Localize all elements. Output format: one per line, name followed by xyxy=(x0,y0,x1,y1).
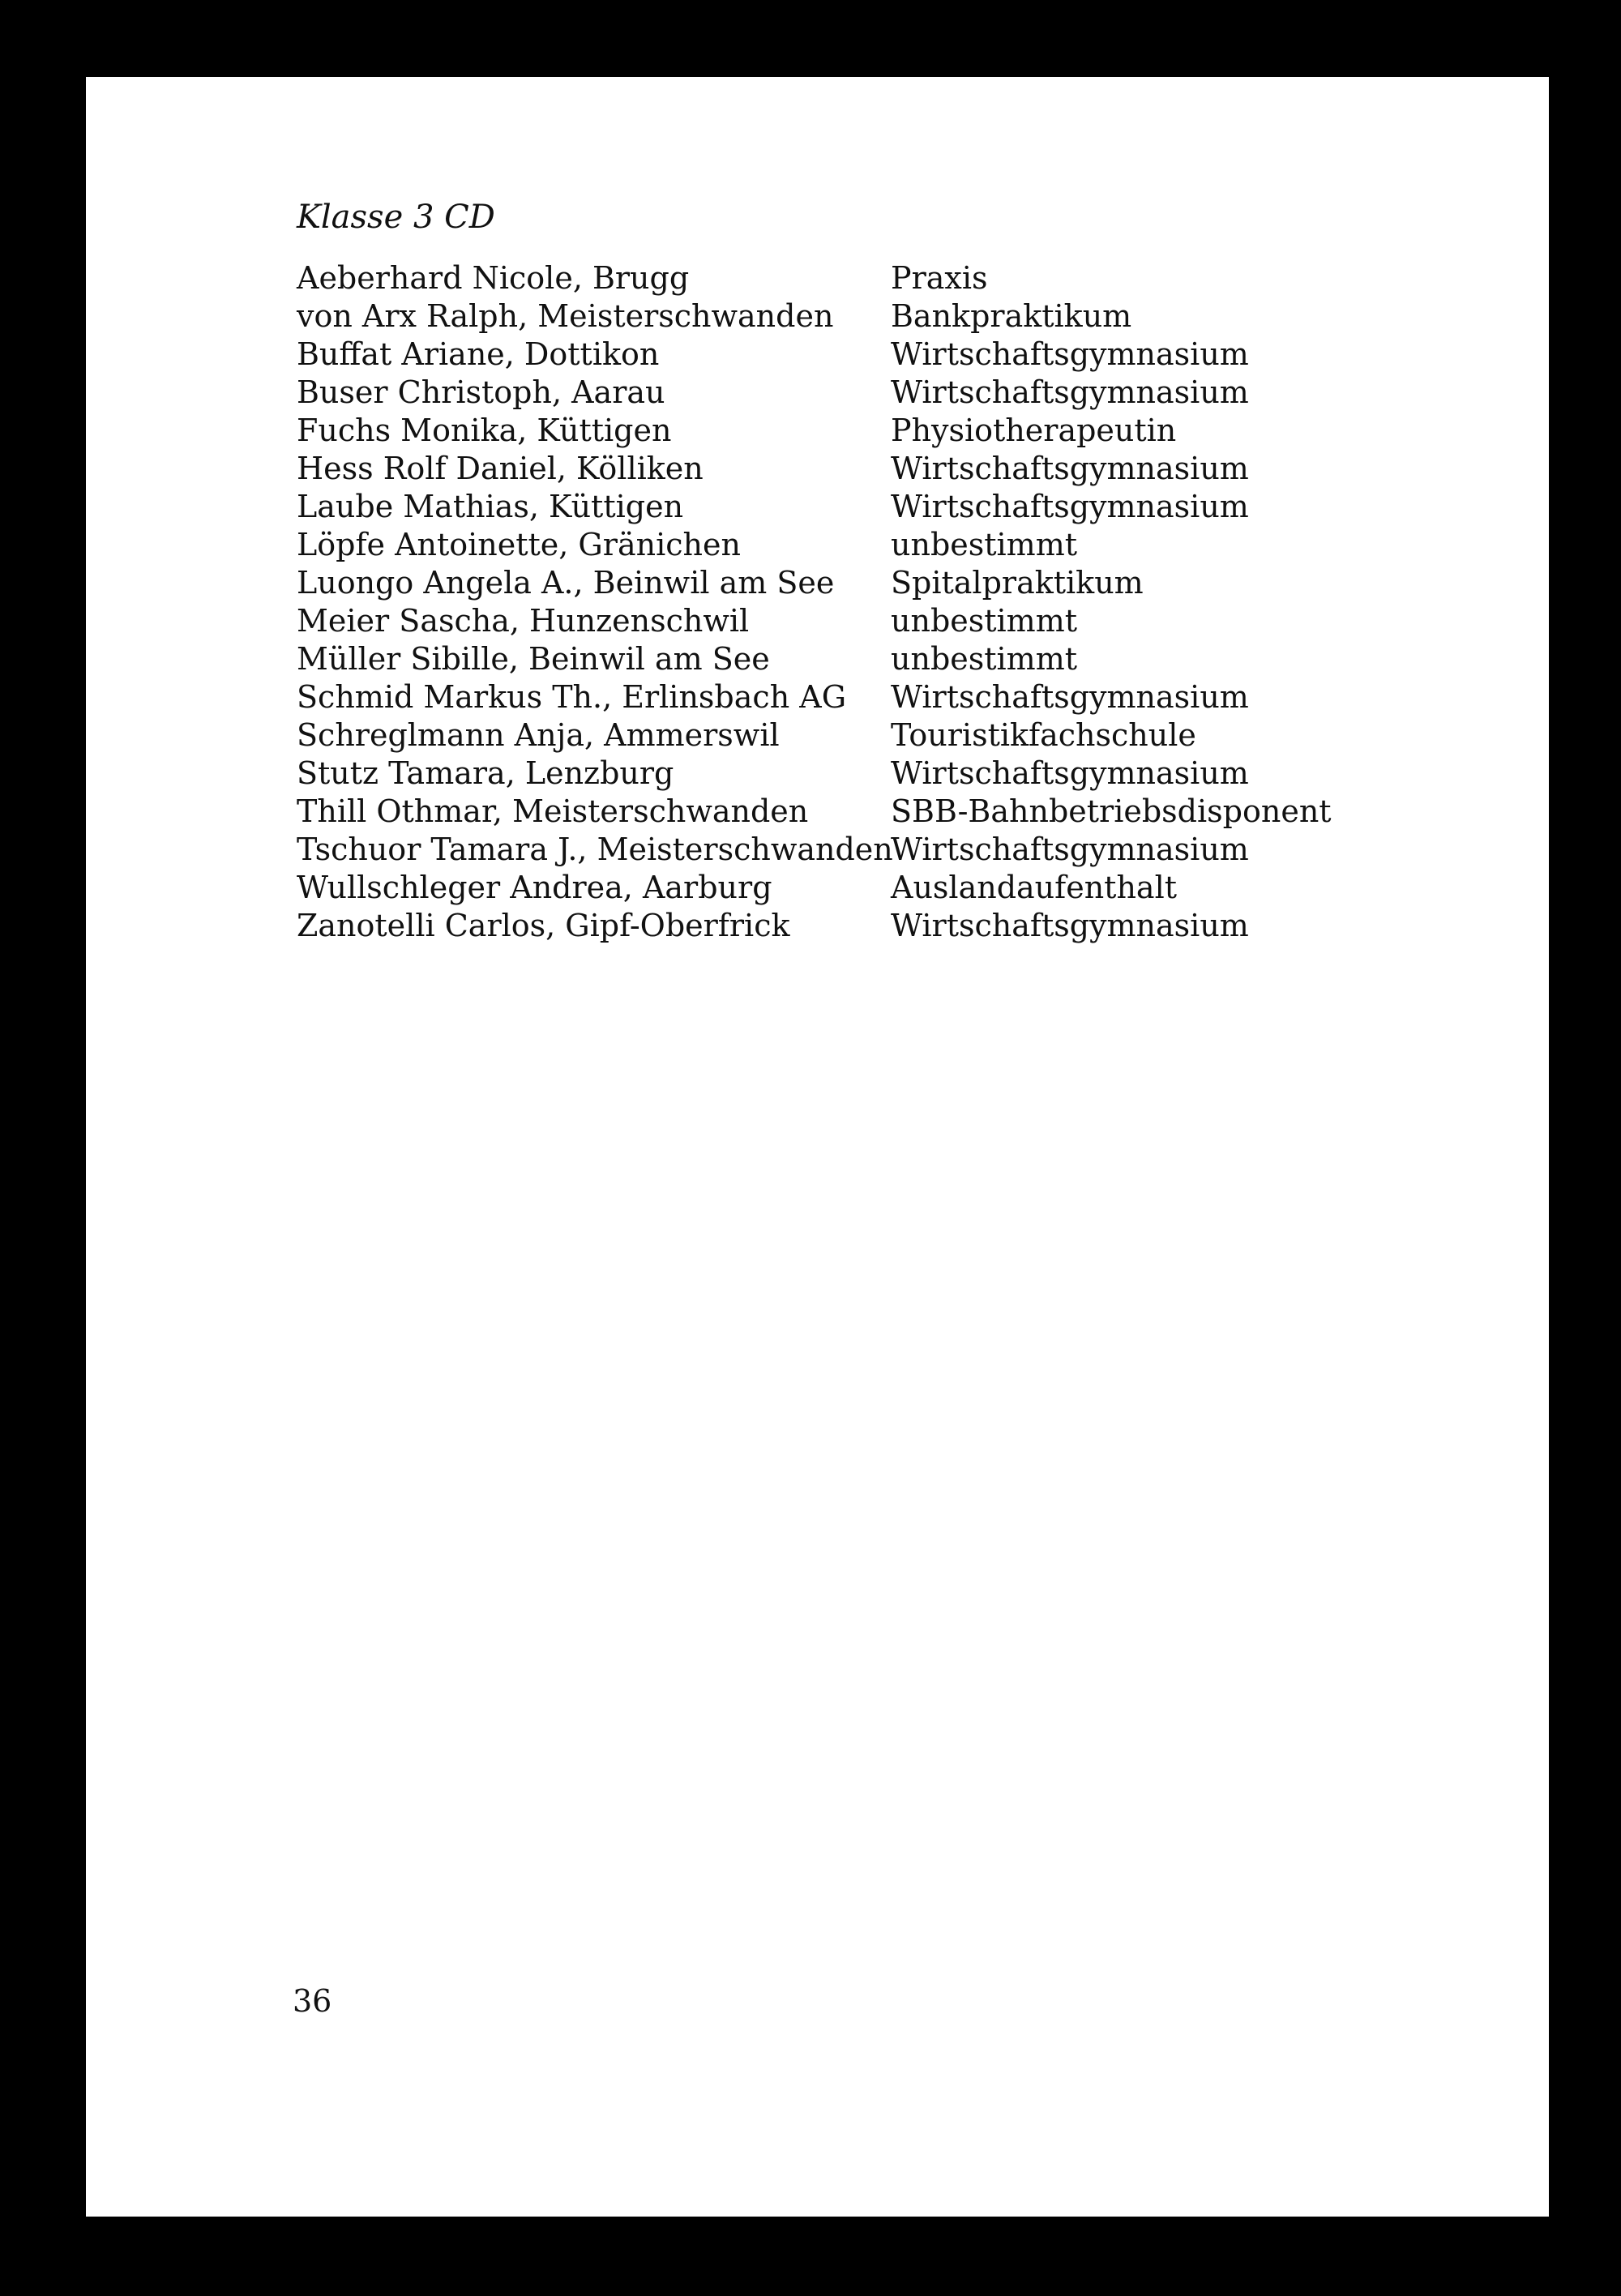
roster-row xyxy=(297,716,1332,755)
student-destination: Touristikfachschule xyxy=(891,717,1196,753)
student-name: Wullschleger Andrea, Aarburg xyxy=(297,870,772,905)
student-destination: Wirtschaftsgymnasium xyxy=(891,489,1249,524)
student-name: Zanotelli Carlos, Gipf-Oberfrick xyxy=(297,908,790,943)
roster-row xyxy=(297,297,1332,336)
student-name: Fuchs Monika, Küttigen xyxy=(297,413,672,448)
roster-row xyxy=(297,336,1332,374)
roster-row xyxy=(297,678,1332,716)
student-name: Buffat Ariane, Dottikon xyxy=(297,336,660,372)
student-destination: Praxis xyxy=(891,260,988,296)
student-destination: Auslandaufenthalt xyxy=(891,870,1178,905)
student-destination: unbestimmt xyxy=(891,641,1078,677)
student-destination: Bankpraktikum xyxy=(891,298,1132,334)
roster-row xyxy=(297,602,1332,640)
roster-row xyxy=(297,374,1332,412)
roster-row xyxy=(297,831,1332,869)
student-destination: unbestimmt xyxy=(891,603,1078,639)
student-name: Stutz Tamara, Lenzburg xyxy=(297,755,674,791)
student-destination: Physiotherapeutin xyxy=(891,413,1177,448)
student-name: Thill Othmar, Meisterschwanden xyxy=(297,793,809,829)
student-destination: SBB-Bahnbetriebsdisponent xyxy=(891,793,1332,829)
student-destination: Wirtschaftsgymnasium xyxy=(891,755,1249,791)
student-name: Meier Sascha, Hunzenschwil xyxy=(297,603,750,639)
student-name: Aeberhard Nicole, Brugg xyxy=(297,260,690,296)
student-destination: Wirtschaftsgymnasium xyxy=(891,451,1249,486)
student-roster xyxy=(297,259,1332,945)
class-title: Klasse 3 CD xyxy=(297,199,495,236)
roster-row xyxy=(297,488,1332,526)
student-name: von Arx Ralph, Meisterschwanden xyxy=(297,298,834,334)
student-name: Schmid Markus Th., Erlinsbach AG xyxy=(297,679,847,715)
student-name: Müller Sibille, Beinwil am See xyxy=(297,641,770,677)
student-name: Buser Christoph, Aarau xyxy=(297,374,665,410)
roster-row xyxy=(297,526,1332,564)
student-destination: Spitalpraktikum xyxy=(891,565,1144,601)
roster-row xyxy=(297,869,1332,907)
roster-row xyxy=(297,259,1332,297)
roster-row xyxy=(297,907,1332,945)
student-name: Hess Rolf Daniel, Kölliken xyxy=(297,451,704,486)
roster-row xyxy=(297,412,1332,450)
roster-row xyxy=(297,755,1332,793)
student-destination: Wirtschaftsgymnasium xyxy=(891,908,1249,943)
student-destination: Wirtschaftsgymnasium xyxy=(891,679,1249,715)
roster-row xyxy=(297,640,1332,678)
roster-row xyxy=(297,564,1332,602)
student-destination: unbestimmt xyxy=(891,527,1078,562)
document-page xyxy=(86,77,1549,2217)
roster-row xyxy=(297,450,1332,488)
roster-row xyxy=(297,793,1332,831)
student-name: Schreglmann Anja, Ammerswil xyxy=(297,717,780,753)
student-name: Löpfe Antoinette, Gränichen xyxy=(297,527,741,562)
student-destination: Wirtschaftsgymnasium xyxy=(891,336,1249,372)
page-number: 36 xyxy=(293,1983,332,2019)
content-block xyxy=(297,199,1332,945)
student-name: Tschuor Tamara J., Meisterschwanden xyxy=(297,832,893,867)
student-name: Laube Mathias, Küttigen xyxy=(297,489,684,524)
student-name: Luongo Angela A., Beinwil am See xyxy=(297,565,835,601)
student-destination: Wirtschaftsgymnasium xyxy=(891,832,1249,867)
student-destination: Wirtschaftsgymnasium xyxy=(891,374,1249,410)
